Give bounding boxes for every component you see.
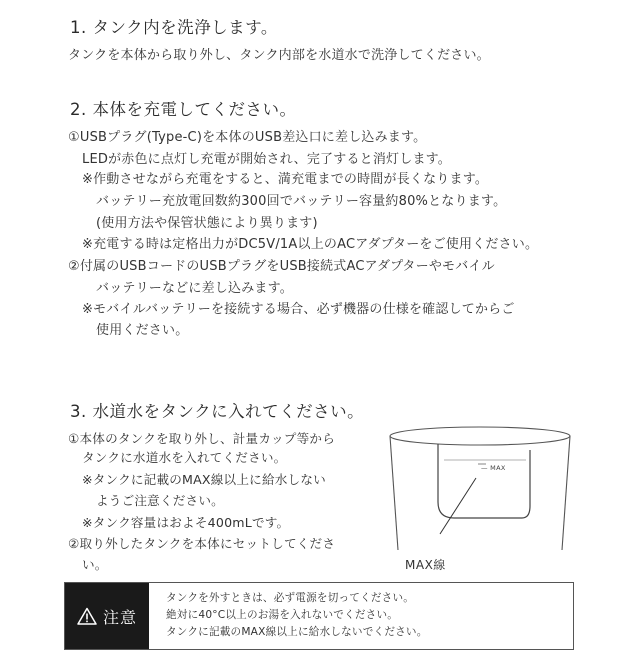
step2-line: ②付属のUSBコードのUSBプラグをUSB接続式ACアダプターやモバイル — [68, 259, 495, 274]
step2-line: ①USBプラグ(Type-C)を本体のUSB差込口に差し込みます。 — [68, 130, 427, 145]
tank-outer-left-edge — [390, 436, 398, 550]
step3-line: ※タンクに記載のMAX線以上に給水しない — [82, 472, 326, 487]
caution-line: 絶対に40°C以上のお湯を入れないでください。 — [166, 609, 399, 621]
step2-line: (使用方法や保管状態により異ります) — [96, 216, 318, 231]
tank-illustration — [380, 420, 580, 570]
max-leader-line — [440, 478, 476, 534]
step3-line: い。 — [82, 557, 108, 572]
step2-title: 2. 本体を充電してください。 — [70, 100, 297, 119]
step3-line: ようご注意ください。 — [96, 493, 224, 508]
caution-title: 注意 — [102, 607, 137, 627]
step3-line: ②取り外したタンクを本体にセットしてくださ — [68, 536, 336, 551]
tank-rim — [390, 427, 570, 445]
caution-text — [166, 590, 428, 641]
step3-title: 3. 水道水をタンクに入れてください。 — [70, 402, 365, 421]
step3-line: ①本体のタンクを取り外し、計量カップ等から — [68, 431, 335, 446]
caution-line: タンクを外すときは、必ず電源を切ってください。 — [166, 592, 415, 604]
step3-line: タンクに水道水を入れてください。 — [82, 450, 287, 465]
step1-title: 1. タンク内を洗浄します。 — [70, 18, 278, 37]
tank-outer-right-edge — [562, 436, 570, 550]
caution-header — [65, 583, 149, 649]
caution-line: タンクに記載のMAX線以上に給水しないでください。 — [166, 626, 428, 638]
max-mark-label: — MAX — [481, 464, 506, 472]
step2-line: バッテリー充放電回数約300回でバッテリー容量約80%となります。 — [96, 194, 507, 209]
caution-box — [64, 582, 574, 650]
step2-line: ※充電する時は定格出力がDC5V/1A以上のACアダプターをご使用ください。 — [82, 237, 539, 252]
step2-line: 使用ください。 — [96, 323, 189, 338]
step1-text: タンクを本体から取り外し、タンク内部を水道水で洗浄してください。 — [68, 48, 490, 63]
step2-line: バッテリーなどに差し込みます。 — [96, 281, 293, 296]
warning-icon — [77, 607, 97, 625]
step3-line: ※タンク容量はおよそ400mLです。 — [82, 515, 290, 530]
step2-line: LEDが赤色に点灯し充電が開始され、完了すると消灯します。 — [82, 152, 452, 167]
step2-line: ※作動させながら充電をすると、満充電までの時間が長くなります。 — [82, 172, 489, 187]
max-line-caption: MAX線 — [405, 558, 446, 572]
step2-line: ※モバイルバッテリーを接続する場合、必ず機器の仕様を確認してからご — [82, 302, 515, 317]
tank-inner-wall — [438, 444, 530, 518]
